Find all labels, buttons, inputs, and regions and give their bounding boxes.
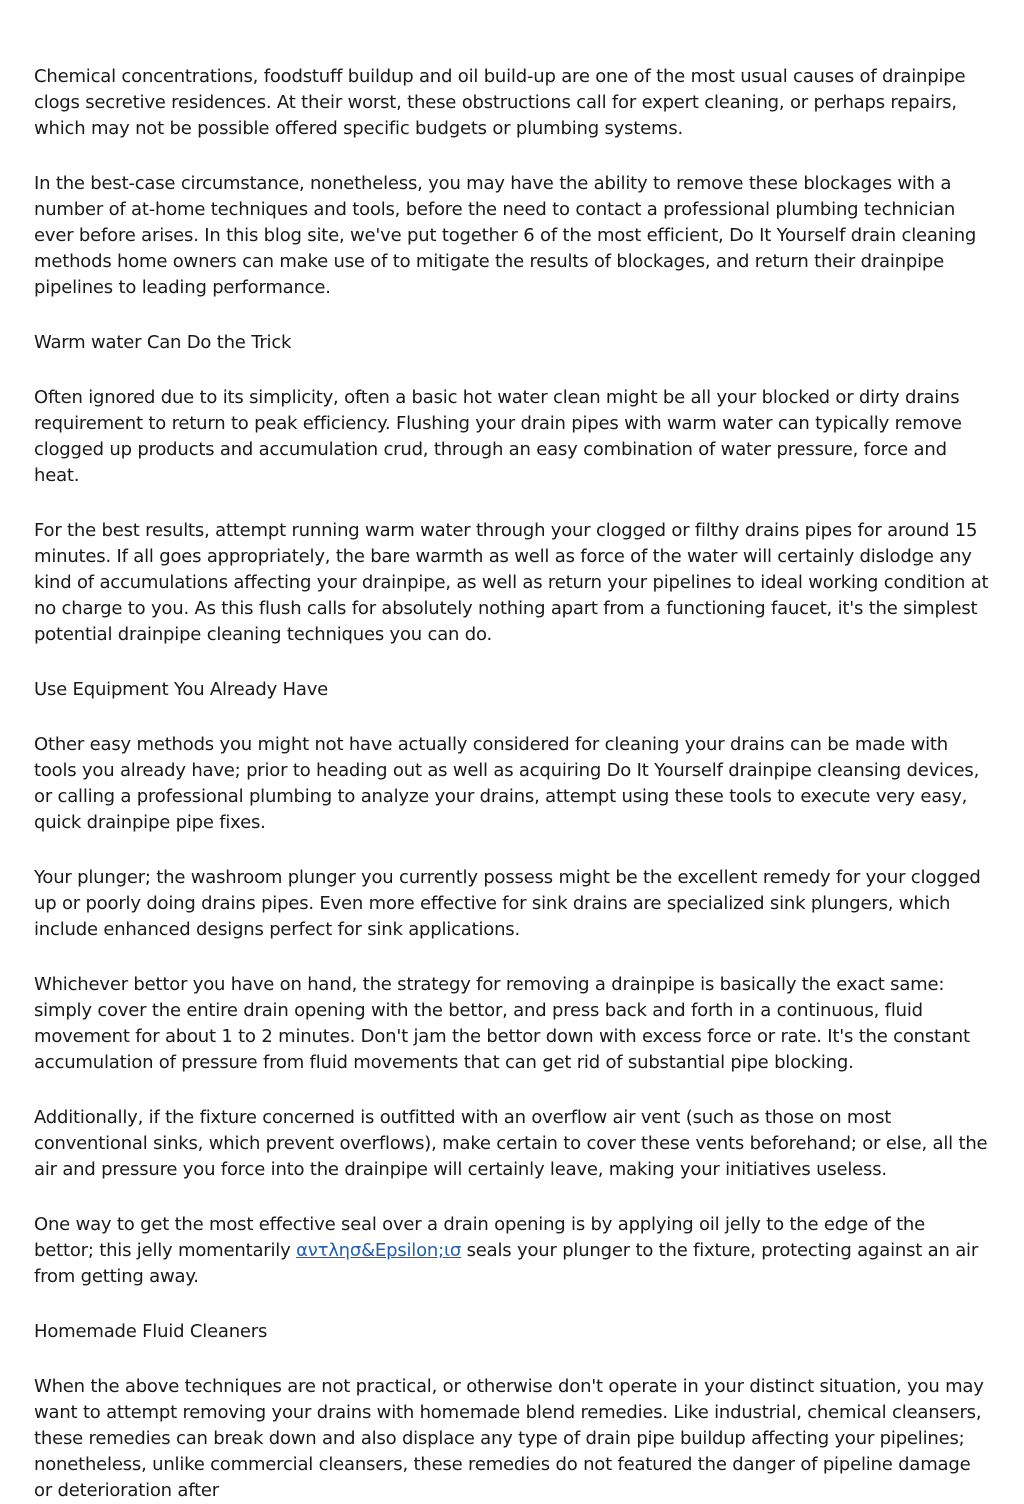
paragraph-bettor-strategy: Whichever bettor you have on hand, the strategy for removing a drainpipe is basically the exact same: simply cover the entire drain opening with the bettor, and press back and forth in a continuous, fluid movement for about 1 to 2 minutes. Don't jam the bettor down with excess force or rate. It's the constant accumulation of pressure from fluid movements that can get rid of substantial pipe blocking. bbox=[34, 974, 970, 1073]
paragraph-warm-water-1: Often ignored due to its simplicity, often a basic hot water clean might be all your blocked or dirty drains requirement to return to peak efficiency. Flushing your drain pipes with warm water can typically remove clogged up products and accumulation crud, through an easy combination of water pressure, force and heat. bbox=[34, 387, 962, 486]
paragraph-overview: In the best-case circumstance, nonetheless, you may have the ability to remove these blockages with a number of at-home techniques and tools, before the need to contact a professional plumbing technician ever before arises. In this blog site, we've put together 6 of the most efficient, Do It Yourself drain cleaning methods home owners can make use of to mitigate the results of blockages, and return their drainpipe pipelines to leading performance. bbox=[34, 173, 977, 298]
paragraph-fluid-cleaners: When the above techniques are not practical, or otherwise don't operate in your distinct situation, you may want to attempt removing your drains with homemade blend remedies. Like industrial, chemical cleansers, these remedies can break down and also displace any type of drain pipe buildup affecting your pipelines; nonetheless, unlike commercial cleansers, these remedies do not featured the danger of pipeline damage or deterioration after bbox=[34, 1376, 984, 1501]
inline-link[interactable]: αντλησ&Epsilon;ισ bbox=[296, 1240, 462, 1261]
paragraph-oil-jelly bbox=[34, 1212, 990, 1290]
paragraph-oil-jelly-text-end: seals your plunger to the fixture, protecting against an air from getting away. bbox=[34, 1240, 979, 1287]
paragraph-plunger: Your plunger; the washroom plunger you currently possess might be the excellent remedy for your clogged up or poorly doing drains pipes. Even more effective for sink drains are specialized sink plungers, which include enhanced designs perfect for sink applications. bbox=[34, 867, 981, 940]
paragraph-intro: Chemical concentrations, foodstuff buildup and oil build-up are one of the most usual causes of drainpipe clogs secretive residences. At their worst, these obstructions call for expert cleaning, or perhaps repairs, which may not be possible offered specific budgets or plumbing systems. bbox=[34, 66, 966, 139]
section-heading-equipment: Use Equipment You Already Have bbox=[34, 679, 329, 700]
section-heading-fluid-cleaners: Homemade Fluid Cleaners bbox=[34, 1321, 268, 1342]
section-heading-warm-water: Warm water Can Do the Trick bbox=[34, 332, 292, 353]
paragraph-oil-jelly-text-start: One way to get the most effective seal over a drain opening is by applying oil jelly to the edge of the bettor; this jelly momentarily bbox=[34, 1214, 926, 1261]
paragraph-equipment-1: Other easy methods you might not have actually considered for cleaning your drains can be made with tools you already have; prior to heading out as well as acquiring Do It Yourself drainpipe cleansing devices, or calling a professional plumbing to analyze your drains, attempt using these tools to execute very easy, quick drainpipe pipe fixes. bbox=[34, 734, 980, 833]
paragraph-overflow-vent: Additionally, if the fixture concerned is outfitted with an overflow air vent (such as those on most conventional sinks, which prevent overflows), make certain to cover these vents beforehand; or else, all the air and pressure you force into the drainpipe will certainly leave, making your initiatives useless. bbox=[34, 1107, 988, 1180]
paragraph-warm-water-2: For the best results, attempt running warm water through your clogged or filthy drains pipes for around 15 minutes. If all goes appropriately, the bare warmth as well as force of the water will certainly dislodge any kind of accumulations affecting your drainpipe, as well as return your pipelines to ideal working condition at no charge to you. As this flush calls for absolutely nothing apart from a functioning faucet, it's the simplest potential drainpipe cleaning techniques you can do. bbox=[34, 520, 989, 645]
